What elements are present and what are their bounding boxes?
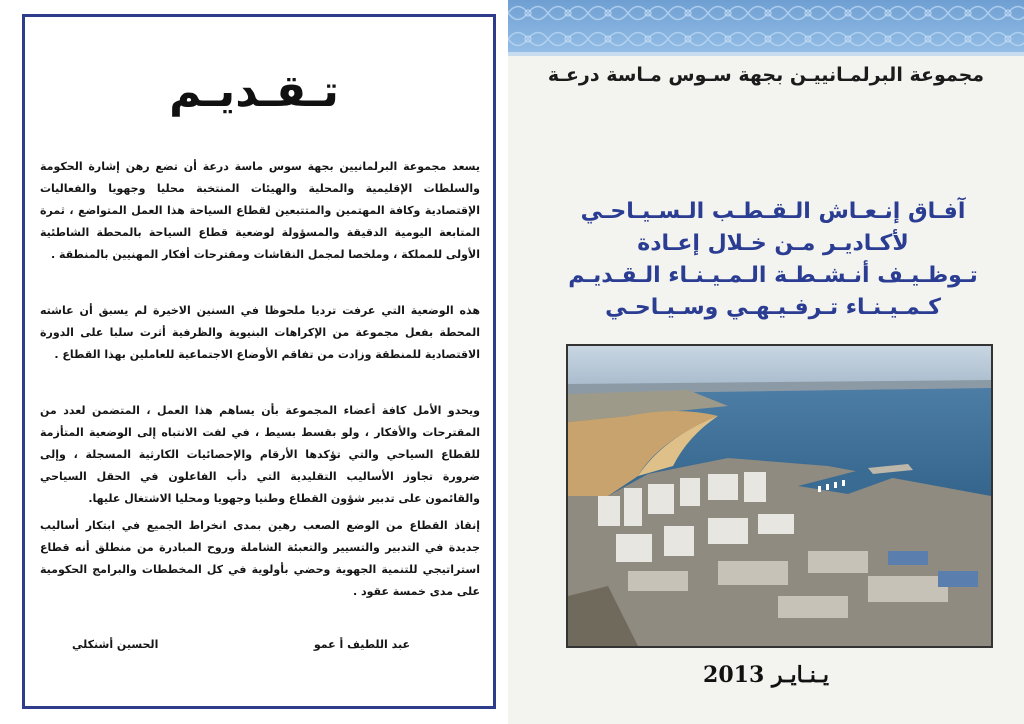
- paragraph-3: ويحدو الأمل كافة أعضاء المجموعة بأن يساهم هذا العمل ، المتضمن لعدد من المقترحات والأفكار ، ولو بقسط بسيط ، في لفت الانتباه إلى الوضعية المتأزمة للقطاع السياحي والتي تؤكدها الأرقام والإحصائيات الكارثية المسجلة ، وإلى ضرورة تجاوز الأساليب التقليدية التي دأب الفاعلون في الحقل السياحي والقائمون على تدبير شؤون القطاع وطنيا وجهويا ومحليا الاشتغال عليها.: [40, 404, 480, 505]
- book-title: [538, 196, 1008, 324]
- paragraph-2: هذه الوضعية التي عرفت ترديا ملحوظا في السنين الاخيرة لم يسبق أن عاشته المحطة بفعل مجموعة من الإكراهات البنيوية والظرفية أثرت سلبا على الدورة الاقتصادية للمنطقة وزادت من تفاقم الأوضاع الاجتماعية للعاملين بهذا القطاع .: [40, 304, 480, 361]
- publication-date: يـنـايـر 2013: [703, 662, 829, 688]
- agadir-port-photo: [566, 344, 993, 648]
- arabesque-pattern-icon: [508, 0, 1024, 52]
- page-heading: تـقـديـم: [169, 66, 339, 117]
- group-title: مجموعة البرلمـانييـن بجهة سـوس مـاسة درعـة: [547, 64, 985, 86]
- signature-right: عبد اللطيف أ عمو: [313, 638, 410, 651]
- title-line-4: كـمـيـنـاء تـرفـيـهـي وسـيـاحـي: [605, 295, 941, 320]
- band-divider: [508, 52, 1024, 56]
- title-line-1: آفـاق إنـعـاش الـقـطـب الـسـيـاحـي: [580, 199, 966, 224]
- decorative-band: [508, 0, 1024, 52]
- right-page-cover: [508, 0, 1024, 724]
- paragraph-4: إنقاذ القطاع من الوضع الصعب رهين بمدى انخراط الجميع في ابتكار أساليب جديدة في التدبير والتسيير والتعبئة الشاملة وروح المبادرة من منطلق أنه قطاع استراتيجي للتنمية الجهوية وحضي بأولوية في كل المخططات والبرامج الحكومية على مدى خمسة عقود .: [40, 519, 480, 598]
- left-page: [0, 0, 508, 724]
- coastline-photo-icon: [568, 346, 991, 646]
- signature-left: الحسين أشنكلي: [72, 638, 159, 651]
- paragraph-1: يسعد مجموعة البرلمانيين بجهة سوس ماسة درعة أن تضع رهن إشارة الحكومة والسلطات الإقليمية والمحلية والهيئات المنتخبة محليا وجهويا والفعاليات الإقتصادية وكافة المهتمين والمتتبعين لقطاع السياحة هذا العمل المتواضع ، ثمرة المتابعة اليومية الدقيقة والمسؤولة لوضعية قطاع السياحة بالمحطة الشاطئية الأولى للمملكة ، وملخصا لمجمل النقاشات ومقترحات أفكار المهنيين بالمنطقة .: [40, 160, 480, 261]
- title-line-3: تـوظـيـف أنـشـطـة الـمـيـنـاء الـقـديـم: [568, 263, 978, 288]
- title-line-2: لأكـاديـر مـن خـلال إعـادة: [637, 231, 909, 256]
